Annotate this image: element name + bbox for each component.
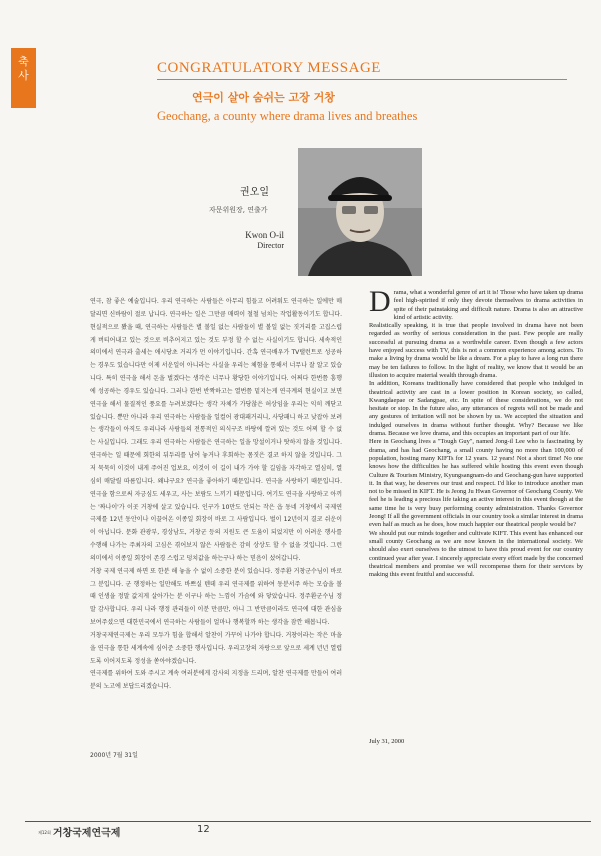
date-english: July 31, 2000: [369, 738, 405, 745]
footer-brand-name: 거창국제연극제: [52, 828, 121, 839]
drop-cap: D: [369, 285, 391, 318]
body-english-paragraph: We should put our minds together and cultivate KIFT. This event has enhanced our small county Geochang as we are now known in the international society. We should also exert ourselves to the utmost to have this proud event for our country continued year after year. I sincerely appreciate every effort made by the concerned theatrical members and promise we will recompense them for their services by making this event fruitful and successful.: [369, 529, 583, 579]
body-english: [369, 285, 583, 579]
subtitle-korean: 연극이 살아 숨쉬는 고장 거창: [192, 91, 335, 104]
section-tab: [11, 48, 36, 108]
author-role-english: Director: [257, 241, 284, 250]
body-korean-paragraph: 연극, 참 좋은 예술입니다. 우리 연극하는 사람들은 아무리 힘들고 어려워도 연극하는 일에만 매달리면 신바람이 절로 납니다. 연극하는 일은 그만큼 매력이 철철 넘치는 작업활동이기도 합니다. 현실적으로 봤을 때, 연극하는 사람들은 별 볼일 없는 사람들이 별 볼일 없는 짓거리를 고집스럽게 버티어내고 있는 것으로 비추어지고 있는 것도 부정 할 수 없는 사실이기도 합니다. 세속적인 의미에서 연극과 출세는 애시당초 거리가 먼 이야기입니다. 간혹 연극배우가 TV탤런트로 성공하는 경우도 있습니다만 이제 서운일이 아니라는 사실을 우리는 체험을 통해서 너무나 잘 알고 있습니다. 특히 연극을 해서 돈을 벌겠다는 생각은 너무나 황당한 이야기입니다. 어쩌다 한번쯤 흥행에 성공하는 경우도 있습니다. 그러나 한번 반짝하고는 열번쯤 밑지는게 연극계의 현실이고 보면 연극을 해서 물질적인 풍요를 누려보겠다는 생각 자체가 가당찮은 허상임을 우리는 익히 깨닫고 있습니다. 뿐만 아니라 우리 연극하는 사람들을 일컬어 광대패거리니, 사당패니 하고 낮잡아 보려는 생각들이 아직도 우리나라 사람들의 전통적인 의식구조 바탕에 깔려 있는 것도 어찌 할 수 없는 사실입니다. 그래도 우리 연극하는 사람들은 연극하는 일을 망설이거나 탓하지 않을 것입니다. 연극하는 일 때문에 회한의 뒤두리를 남어 놓거나 후회하는 몸짓은 결코 하지 않을 것입니다. 그저 묵묵히 이것이 내게 주어진 업보요, 이것이 이 길이 내가 가야 할 길임을 자각하고 열심히, 열심히 매달릴 따름입니다. 왜냐구요? 연극을 좋아하기 때문입니다. 연극을 사랑하기 때문입니다. 연극을 함으로써 자긍심도 세우고, 사는 보람도 느끼기 때문입니다. 여기도 연극을 사랑하고 아끼는 '짜나이'가 이곳 거창에 살고 있습니다. 인구가 10만도 안되는 작은 읍 동네 거창에서 국제연극제를 12년 동안이나 이끌어온 이종일 회장이 바로 그 사람입니다. 벌이 12년이지 결코 쉬운이이 아닙니다. 문화 관광부, 경상남도, 거창군 등의 지원도 큰 도움이 되었지만 이 어려운 행사를 수행해 나가는 주최자의 고심은 겪어보지 않은 사람들은 감히 상상도 할 수 없을 것입니다. 그런 의미에서 이종일 회장이 존경 스럽고 덩치값을 하는구나 하는 믿음이 섰어갑니다.: [90, 298, 342, 562]
body-english-paragraph: Here in Geochang lives a "Tough Guy", named Jong-il Lee who is fascinating by drama, and has had Geochang, a small county having no more than 100,000 of population, hosting many KIFTs for 12 years. 12 years! Not a short time! No one knows how the difficulties he has suffered while hosting this event even though Culture & Tourism Ministry, Kyungsangnam-do and Geochang-gun have supported it. In that way, he deserves our trust and respect. I'd like to introduce another man not to be missed in KIFT. He is Jeong Ju Hwan Governor of Geochang County. We feel he is leading a precious life taking an active interest in this event though at the same time he is very busy performing county administration. Thanks Governor Jeong! If all the government officials in our country took a similar interest in drama even half as much as he does, how much happier our theatrical people would be?: [369, 438, 583, 529]
author-name-english: Kwon O-il: [245, 230, 284, 240]
author-photo: [298, 148, 422, 276]
footer-brand-edition: 제12회: [38, 830, 51, 835]
body-english-paragraph: Realistically speaking, it is true that people involved in drama have not been regarded as worthy of serious consideration in the past. Few people are really successful at pursuing drama as a worthwhile career. Even though a few actors have enjoyed success with TV, this is not a common experience among actors. To make a living by drama would be like a dream. For a play to have a long run there may be ten failures to follow. In the light of reality, we know that it would be an illusion to acquire material wealth through drama.: [369, 322, 583, 379]
body-korean-paragraph: 거창 국제 연극제 하면 또 한분 해 놓을 수 없이 소중한 분이 있습니다. 정주환 거창군수님이 바로 그 분입니다. 군 행정하는 일만해도 바쁘실 텐데 우리 연극제를 위하여 동분서주 하는 모습을 볼 때 인생을 정말 값지게 살아가는 분 이구나 하는 느낌이 가슴에 와 닿았습니다. 정주환군수님 정말 감사합니다. 우리 나라 행정 관리들이 이분 만큼만, 아니 그 반만큼이라도 연극에 대한 관심을 보여주셨으면 대한민국에서 연극하는 사람들이 얼마나 행복할까 하는 생각을 잠깐 해봅니다.: [90, 567, 342, 627]
body-korean: [90, 296, 342, 694]
footer-divider: [25, 821, 591, 822]
page-number: 12: [197, 824, 210, 835]
body-english-text: rama, what a wonderful genre of art it is! Those who have taken up drama feel high-spirited if only they devote themselves to drama activities in spite of their painstaking and difficult nature. Drama is also an attractive kind of artistic activity.: [393, 289, 583, 321]
section-tab-line2: 사: [18, 69, 29, 82]
body-korean-paragraph: 거창국제연극제는 우리 모두가 힘을 합해서 알찬이 가꾸어 나가야 합니다. 거창이라는 작은 마을을 연극을 통한 세계속에 심어준 소중한 행사입니다. 우리고장의 자랑으로 앞으로 세계 년년 열럽도록 이어지도록 정성을 쏟아야겠습니다.: [90, 631, 342, 665]
footer-brand: [38, 824, 120, 839]
body-korean-paragraph: 연극제를 위하여 도와 주시고 계속 여러분에게 감사의 지정을 드리며, 알찬 연극제를 만들어 여러분의 노고에 보답드리겠습니다.: [90, 670, 342, 691]
section-tab-line1: 축: [18, 55, 29, 68]
body-english-paragraph: [369, 285, 583, 322]
author-role-korean: 자문위원장, 연출가: [209, 206, 268, 214]
subtitle-english: Geochang, a county where drama lives and breathes: [157, 109, 418, 123]
date-korean: 2000년 7월 31일: [90, 752, 138, 759]
author-name-korean: 권오일: [240, 187, 269, 198]
body-english-paragraph: In addition, Koreans traditionally have considered that people who indulged in theatrical activity are cast in a lower position in Korean society, so called, Kwangdaepae or Sadangpae, etc. In spite of these considerations, we do not hesitate or stop. In the future also, any utterances of regrets will not be made and any gestures of irritation will not be shown by us. We accepted the situation and indulged ourselves in drama without further thought. Why? Because we like drama. Because we love drama, and this occupies an important part of our life.: [369, 380, 583, 438]
page-title: CONGRATULATORY MESSAGE: [157, 60, 381, 76]
title-divider: [157, 79, 567, 80]
